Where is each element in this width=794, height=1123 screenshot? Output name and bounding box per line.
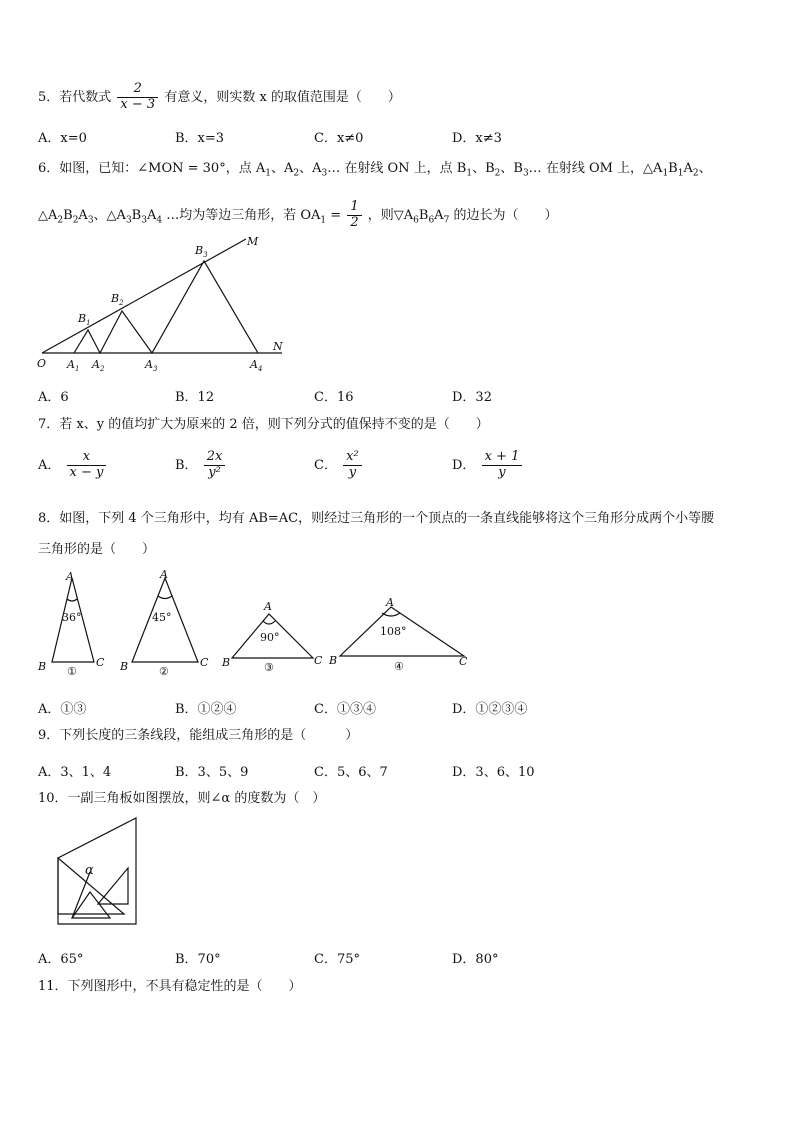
svg-text:C: C [96, 656, 105, 669]
q8-option-d[interactable]: D．①②③④ [452, 702, 528, 717]
q8-option-a[interactable]: A．①③ [38, 702, 87, 717]
q9-option-a[interactable]: A．3、1、4 [38, 765, 112, 780]
svg-text:①: ① [67, 665, 77, 678]
q5-option-c[interactable]: C．x≠0 [314, 131, 364, 146]
q7-option-a[interactable]: A． $\frac{x}{x - y}$ [38, 450, 108, 481]
q8-option-c[interactable]: C．①③④ [314, 702, 376, 717]
label-O: O [37, 357, 47, 370]
q8-figure [34, 566, 474, 678]
label-A2: $A_2$ [92, 358, 105, 372]
q9-option-d[interactable]: D．3、6、10 [452, 765, 535, 780]
q9-options [38, 761, 758, 781]
q10-figure [54, 816, 164, 934]
label-M: M [247, 235, 259, 248]
q6-option-a[interactable]: A．6 [38, 390, 69, 405]
svg-text:A: A [160, 568, 168, 581]
svg-text:C: C [314, 654, 323, 667]
ray-OM [42, 239, 246, 353]
q7-option-b[interactable]: B． $\frac{2x}{\text{y²}}$ [175, 450, 227, 481]
q6-option-c[interactable]: C．16 [314, 390, 354, 405]
q6-stem-line1: 6．如图，已知：∠MON = 30°，点 $A_1$、$A_2$、$A_3\dots$ 在射线 ON 上，点 $B_1$、$B_2$、$B_3\dots$ 在射线 OM 上，$\triangle A_1B_1A_2$、 [38, 161, 712, 179]
q8-stem-line2: 三角形的是（ ） [38, 542, 156, 557]
q10-stem: 10．一副三角板如图摆放，则∠α 的度数为（ ） [38, 791, 326, 806]
svg-text:108°: 108° [380, 625, 407, 638]
q7-stem: 7．若 x、y 的值均扩大为原来的 2 倍，则下列分式的值保持不变的是（ ） [38, 417, 489, 432]
q7-option-c[interactable]: C． $\frac{\text{x²}}{y}$ [314, 450, 364, 481]
q5-fraction: $\frac{2}{x - 3}$ [117, 82, 158, 113]
svg-text:C: C [459, 655, 468, 668]
q6-stem-line2: $\triangle A_2B_2A_3$、$\triangle A_3B_3A_4$ …均为等边三角形，若 $OA_1$ = $\frac{1}{2}$ ，则$▽A_6B_6A_7$ 的边长为（ ） [38, 199, 558, 230]
svg-text:④: ④ [394, 660, 404, 673]
q9-option-b[interactable]: B．3、5、9 [175, 765, 249, 780]
label-B3: $B_3$ [195, 244, 208, 259]
q6-options [38, 386, 758, 406]
q8-options [38, 698, 758, 718]
svg-text:③: ③ [264, 661, 274, 674]
q8-option-b[interactable]: B．①②④ [175, 702, 237, 717]
q5-stem: 5．若代数式 $\frac{2}{x - 3}$ 有意义，则实数 x 的取值范围是（ ） [38, 81, 401, 112]
svg-text:②: ② [159, 665, 169, 678]
svg-text:36°: 36° [62, 611, 82, 624]
q10-option-d[interactable]: D．80° [452, 952, 499, 967]
q7-options [38, 450, 758, 494]
q5-option-d[interactable]: D．x≠3 [452, 131, 502, 146]
q9-stem: 9．下列长度的三条线段，能组成三角形的是（ ） [38, 728, 359, 743]
q6-half-fraction: $\frac{1}{2}$ [347, 200, 361, 231]
q11-stem: 11．下列图形中，不具有稳定性的是（ ） [38, 979, 302, 994]
label-A4: $A_4$ [250, 358, 263, 372]
svg-text:B: B [38, 660, 47, 673]
alpha-label: α [85, 863, 94, 878]
q8-stem-line1: 8．如图，下列 4 个三角形中，均有 AB=AC，则经过三角形的一个顶点的一条直线能够将这个三角形分成两个小等腰 [38, 511, 715, 526]
q7-option-d[interactable]: D． $\frac{x + 1}{y}$ [452, 450, 524, 481]
svg-text:90°: 90° [260, 631, 280, 644]
triangle-zigzag [74, 261, 258, 353]
q5-option-a[interactable]: A．x=0 [38, 131, 87, 146]
label-A1: $A_1$ [67, 358, 80, 372]
label-B1: $B_1$ [78, 312, 91, 327]
svg-text:B: B [120, 660, 129, 673]
q10-option-c[interactable]: C．75° [314, 952, 360, 967]
q9-option-c[interactable]: C．5、6、7 [314, 765, 388, 780]
q6-option-b[interactable]: B．12 [175, 390, 215, 405]
svg-text:C: C [200, 656, 209, 669]
q6-option-d[interactable]: D．32 [452, 390, 492, 405]
svg-text:A: A [386, 596, 394, 609]
label-N: N [273, 340, 283, 353]
large-set-square [58, 818, 136, 924]
q10-options [38, 948, 758, 968]
svg-text:B: B [222, 656, 231, 669]
q6-figure [34, 232, 334, 372]
svg-text:A: A [264, 600, 272, 613]
q5-option-b[interactable]: B．x=3 [175, 131, 225, 146]
svg-text:B: B [329, 654, 338, 667]
label-B2: $B_2$ [111, 292, 124, 307]
svg-text:45°: 45° [152, 611, 172, 624]
label-A3: $A_3$ [145, 358, 158, 372]
q10-option-a[interactable]: A．65° [38, 952, 84, 967]
q5-options [38, 127, 758, 147]
q10-option-b[interactable]: B．70° [175, 952, 221, 967]
svg-text:A: A [66, 570, 74, 583]
